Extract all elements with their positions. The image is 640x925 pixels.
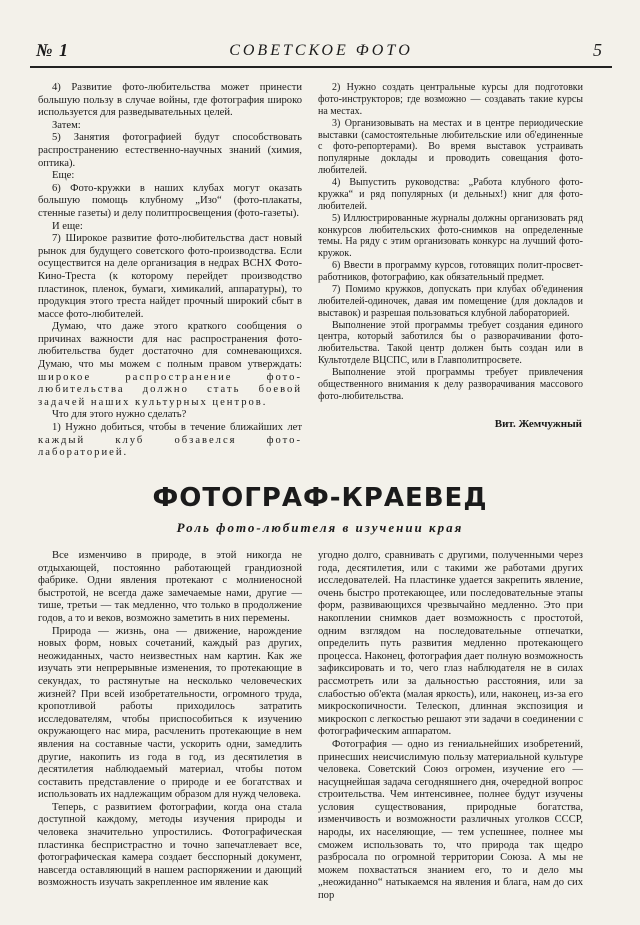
article-left-column [38,550,302,890]
paragraph: 4) Выпустить руководства: „Работа клубного фото-кружка“ и ряд популярных (и дельных!) книг для фото-любителей. [318,177,583,212]
article-subtitle: Роль фото-любителя в изучении края [176,520,464,535]
paragraph: 2) Нужно создать центральные курсы для подготовки фото-инструкторов; где возможно — создавать такие курсы на местах. [318,82,583,117]
paragraph: Что для этого нужно сделать? [52,409,187,421]
paragraph [38,422,302,460]
page-number: 5 [593,40,602,60]
paragraph: 3) Организовывать на местах и в центре периодические выставки (самостоятельные любительские или об'единенные с фото-репортерами). Во время выставок устраивать популярные доклады и проводить совещания фото-любителей. [318,117,583,177]
paragraph: 7) Широкое развитие фото-любительства даст новый рынок для будущего советского фото-производства. Если осуществится на деле организация в недрах ВСНХ Фото-Кино-Треста (к которому перейдет производство пластинок, пленок, бумаги, химикалий, аппаратуры), то продукция этого треста найдет прочный широкий сбыт в массе фото-любителей. [38,233,302,320]
upper-right-column [318,82,583,403]
issue-number: № 1 [36,40,69,60]
paragraph: Затем: [52,119,81,131]
paragraph: угодно долго, сравнивать с другими, полученными через года, десятилетия, или с такими же работами других исследователей. На пластинке удается закрепить явление, очень быстро протекающее, или последовательные этапы форм, развивающихся чрезвычайно медленно. Это при накоплении снимков дает возможность с простотой, одним взглядом на последовательные отпечатки, определить путь развития медленно протекающего процесса. Наконец, фотография дает полную возможность зафиксировать и то, чего глаз наблюдателя не в силах рассмотреть или за дальностью расстояния, или за слабостью об'екта (малая яркость), или, наконец, из-за его микроскопичности. Телескоп, длинная экспозиция и микроскоп с легкостью решают эти задачи в соединении с фотографическим аппаратом. [318,550,583,738]
paragraph: Фотография — одно из гениальнейших изобретений, принесших неисчислимую пользу материальной культуре человека. Советский Союз огромен, изучение его — насущнейшая задача сегодняшнего дня, очередной вопрос строительства. Чем интенсивнее, полнее будут изучены условия существования, природные богатства, изменчивость и возможности различных уголков СССР, народы, их населяющие, — тем успешнее, полнее мы сможем использовать то, что природа так щедро разбросала по огромной территории Союза. А мы не можем похвастаться знанием его, то и дело мы „неожиданно“ натыкаемся на явления и блага, нам до сих пор [318,738,583,902]
paragraph [38,321,302,409]
paragraph-text: Думаю, что даже этого краткого сообщения о причинах важности для нас распространения фото-любительства будет достаточно для сомневающихся. Думаю, что мы можем с полным правом утверждать: [38,321,302,371]
paragraph: Все изменчиво в природе, в этой никогда не отдыхающей, постоянно работающей грандиозной фабрике. Одни явления протекают с молниеносной быстротой, не всегда даже замечаемые нами, другие — тише, третьи — так медленно, что только в продолжение годов, а то и веков, возможно заметить в них перемены. [38,550,302,624]
paragraph-text: 1) Нужно добиться, чтобы в течение ближайших лет [52,422,302,434]
page-header [30,40,612,68]
paragraph: 5) Иллюстрированные журналы должны организовать ряд конкурсов любительских фото-снимков на определенные темы. На ряду с этим организовать конкурс на лучший фото-кружок. [318,212,583,260]
article-title: ФОТОГРАФ-КРАЕВЕД [152,483,488,513]
paragraph: 7) Помимо кружков, допускать при клубах об'единения любителей-одиночек, давая им помещение (для докладов и выставок) и разрешая пользоваться клубной лабораторией. [318,283,583,319]
paragraph: Выполнение этой программы требует создания единого центра, который заботился бы о разворачивании фото-любительства. Такой центр должен быть создан или в Культотделе ВЦСПС, или в Главполитпросвете. [318,319,583,367]
article-right-column [318,550,583,903]
paragraph: 4) Развитие фото-любительства может принести большую пользу в случае войны, где фотография широко используется для разведывательных целей. [38,82,302,119]
paragraph: Еще: [52,170,75,182]
upper-left-column [38,82,302,460]
paragraph: 6) Ввести в программу курсов, готовящих полит-просвет-работников, фотографию, как обязательный предмет. [318,260,583,283]
journal-title: СОВЕТСКОЕ ФОТО [229,42,413,59]
paragraph: И еще: [52,220,83,232]
paragraph: Выполнение этой программы требует привлечения общественного внимания к делу разворачивания массового фото-любительства. [318,367,583,402]
author-signature: Вит. Жемчужный [494,418,582,430]
paragraph: 5) Занятия фотографией будут способствовать распространению естественно-научных знаний (химия, оптика). [38,132,302,169]
paragraph: Природа — жизнь, она — движение, нарождение новых форм, новых сочетаний, каждый раз других, неожиданных, часто неизвестных нам картин. Как же изучать эти непрерывные изменения, то протекающие в секундах, то растянутые на несколько человеческих жизней? При всей изобретательности, огромного труда, кропотливой работы приходилось затратить исследователям, чтобы приспособиться к изучению окружающего нас мира, расчленить протекающие в нем явления на составные части, ускорить одни, замедлить другие, накопить из года в год, из десятилетия в десятилетия наблюдаемый материал, чтобы потом составить представление о природе и ее богатствах и использовать их надлежащим образом для нужд человека. [38,625,302,801]
paragraph: 6) Фото-кружки в наших клубах могут оказать большую помощь клубному „Изо“ (фото-плакаты, стенные газеты) и делу политпросвещения (фото-газеты). [38,182,302,219]
emphasized-text: широкое распространение фото-любительства должно стать боевой задачей наших культурных центров. [38,371,302,408]
paragraph: Теперь, с развитием фотографии, когда она стала доступной каждому, методы изучения природы и человека значительно упростились. Фотографическая пластинка беспристрастно и точно запечатлевает все, фотографическая камера создает бесспорный документ, навсегда оставляющий в нашем распоряжении и дающий возможность изучать закрепленное им явление как [38,801,302,889]
emphasized-text: каждый клуб обзавелся фото-лабораторией. [38,434,302,459]
